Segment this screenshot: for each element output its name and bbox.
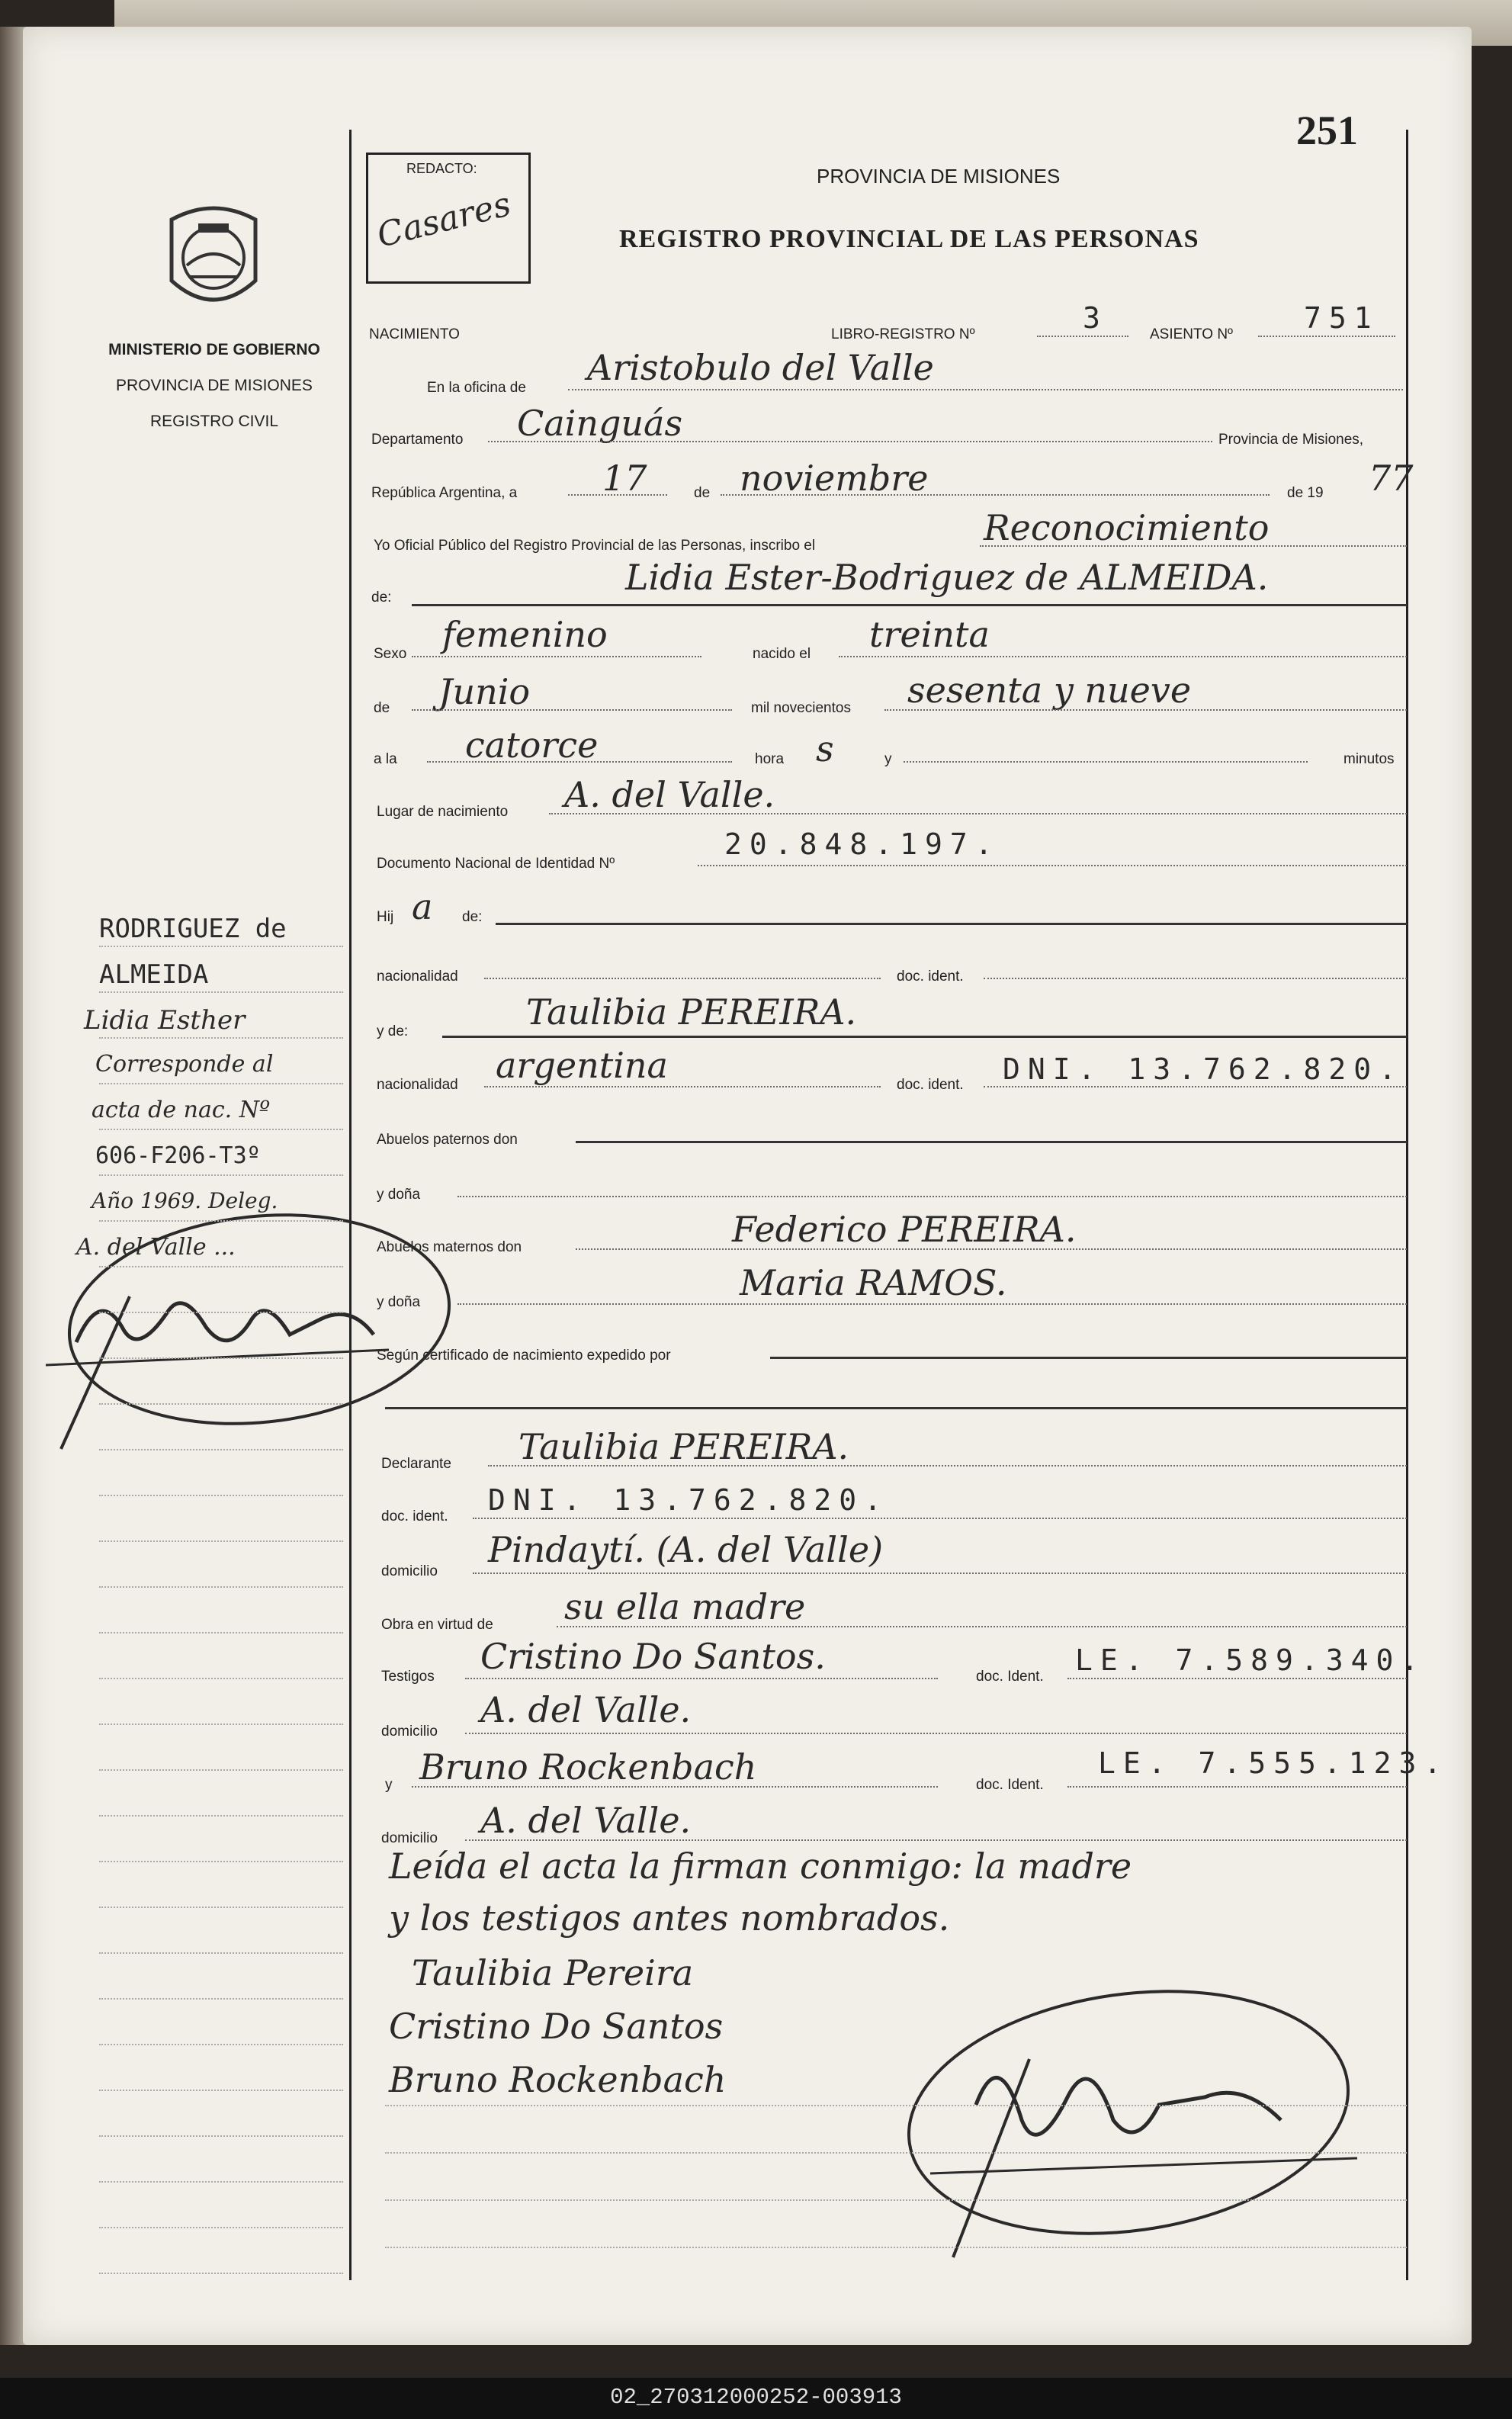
- margin-dotted-line: [99, 946, 343, 947]
- handwritten-entry: LE. 7.589.340.: [1075, 1643, 1427, 1677]
- handwritten-entry: Aristobulo del Valle: [587, 347, 934, 388]
- field-label: mil novecientos: [751, 700, 851, 716]
- field-label: doc. ident.: [381, 1508, 448, 1524]
- handwritten-entry: catorce: [465, 724, 599, 766]
- margin-dotted-line: [99, 1632, 343, 1634]
- field-label: República Argentina, a: [371, 485, 518, 501]
- dotted-line: [473, 1518, 1407, 1519]
- handwritten-entry: Junio: [438, 671, 531, 712]
- field-label: Provincia de Misiones,: [1218, 432, 1364, 448]
- solid-line: [412, 604, 1407, 606]
- dotted-line: [576, 1248, 1407, 1250]
- dotted-line: [1067, 1678, 1407, 1679]
- field-label: Según certificado de nacimiento expedido por: [377, 1348, 671, 1364]
- field-label: LIBRO-REGISTRO Nº: [831, 326, 975, 342]
- dotted-line: [549, 813, 1407, 814]
- margin-dotted-line: [99, 2135, 343, 2137]
- margin-dotted-line: [99, 1312, 343, 1313]
- margin-dotted-line: [99, 1540, 343, 1542]
- dotted-line: [488, 441, 1212, 442]
- field-label: y doña: [377, 1187, 421, 1203]
- margin-note-line: Corresponde al: [95, 1051, 274, 1078]
- bottom-dotted-line: [385, 2199, 1407, 2201]
- dotted-line: [465, 1678, 938, 1679]
- redacto-stamp: [366, 153, 531, 284]
- field-label: Declarante: [381, 1456, 451, 1472]
- handwritten-entry: A. del Valle.: [564, 774, 775, 815]
- field-label: de: [374, 700, 390, 716]
- margin-dotted-line: [99, 1907, 343, 1908]
- margin-note-line: ALMEIDA: [99, 959, 209, 990]
- margin-dotted-line: [99, 2273, 343, 2274]
- dotted-line: [412, 709, 732, 711]
- handwritten-entry: 20.848.197.: [724, 827, 1000, 861]
- dotted-line: [984, 1086, 1407, 1087]
- dotted-line: [568, 389, 1403, 390]
- redacto-label: REDACTO:: [406, 161, 477, 176]
- field-label: Abuelos paternos don: [377, 1132, 518, 1148]
- dotted-line: [904, 761, 1308, 763]
- field-label: doc. Ident.: [976, 1669, 1044, 1685]
- field-label: minutos: [1343, 751, 1395, 767]
- field-label: nacido el: [753, 646, 811, 662]
- province-header: PROVINCIA DE MISIONES: [817, 165, 1061, 188]
- provincial-seal-icon: [164, 197, 263, 319]
- field-label: Documento Nacional de Identidad Nº: [377, 856, 615, 872]
- solid-line: [576, 1141, 1407, 1143]
- handwritten-entry: A. del Valle.: [480, 1800, 692, 1841]
- margin-dotted-line: [99, 1266, 343, 1267]
- margin-dotted-line: [99, 1174, 343, 1176]
- handwritten-entry: su ella madre: [564, 1586, 806, 1627]
- page-number: 251: [1296, 108, 1358, 153]
- margin-dotted-line: [99, 1220, 343, 1222]
- field-label: doc. ident.: [897, 1077, 964, 1093]
- handwritten-entry: DNI. 13.762.820.: [1003, 1052, 1404, 1086]
- field-label: ASIENTO Nº: [1150, 326, 1233, 342]
- field-label: de 19: [1287, 485, 1324, 501]
- handwritten-entry: 3: [1083, 301, 1108, 335]
- margin-dotted-line: [99, 1861, 343, 1862]
- handwritten-entry: 77: [1369, 458, 1414, 499]
- margin-dotted-line: [99, 1678, 343, 1679]
- margin-dotted-line: [99, 1586, 343, 1588]
- handwritten-entry: Cristino Do Santos.: [480, 1636, 826, 1677]
- handwritten-entry: argentina: [496, 1045, 668, 1086]
- handwritten-entry: Bruno Rockenbach: [419, 1746, 757, 1788]
- margin-dotted-line: [99, 1815, 343, 1817]
- handwritten-entry: 17: [602, 458, 647, 499]
- image-caption: 02_270312000252-003913: [610, 2385, 902, 2410]
- handwritten-entry: Lidia Ester-Bodriguez de ALMEIDA.: [625, 557, 1269, 598]
- dotted-line: [568, 494, 667, 496]
- margin-dotted-line: [99, 1723, 343, 1725]
- redacto-signature: Casares: [373, 185, 515, 255]
- field-label: doc. ident.: [897, 969, 964, 985]
- handwritten-entry: A. del Valle.: [480, 1689, 692, 1730]
- margin-dotted-line: [99, 991, 343, 993]
- dotted-line: [457, 1303, 1407, 1305]
- dotted-line: [1067, 1786, 1407, 1788]
- bottom-dotted-line: [385, 2105, 1407, 2106]
- handwritten-entry: 751: [1304, 301, 1379, 335]
- handwritten-entry: noviembre: [740, 458, 929, 499]
- field-label: NACIMIENTO: [369, 326, 460, 342]
- dotted-line: [473, 1573, 1407, 1574]
- dotted-line: [557, 1626, 1407, 1627]
- field-label: Obra en virtud de: [381, 1617, 493, 1633]
- field-label: domicilio: [381, 1723, 438, 1740]
- civil-registry-label: REGISTRO CIVIL: [149, 413, 279, 430]
- margin-dotted-line: [99, 1449, 343, 1450]
- official-signature-icon: [884, 1952, 1388, 2280]
- handwritten-entry: femenino: [442, 614, 608, 655]
- handwritten-entry: Maria RAMOS.: [740, 1262, 1007, 1303]
- dotted-line: [427, 761, 732, 763]
- dotted-line: [698, 865, 1407, 866]
- field-label: Hij: [377, 909, 394, 925]
- field-label: de:: [462, 909, 483, 925]
- solid-line: [442, 1036, 1407, 1038]
- solid-line: [770, 1357, 1407, 1359]
- handwritten-entry: Taulibia PEREIRA.: [518, 1426, 849, 1467]
- margin-dotted-line: [99, 1083, 343, 1084]
- bottom-dotted-line: [385, 2152, 1407, 2154]
- field-label: domicilio: [381, 1830, 438, 1846]
- field-label: Sexo: [374, 646, 407, 662]
- margin-note-line: Lidia Esther: [84, 1005, 246, 1036]
- margin-dotted-line: [99, 1495, 343, 1496]
- handwritten-entry: Pindaytí. (A. del Valle): [488, 1529, 884, 1570]
- field-label: a la: [374, 751, 397, 767]
- margin-dotted-line: [99, 1357, 343, 1359]
- ministry-name: MINISTERIO DE GOBIERNO: [108, 341, 320, 358]
- margin-dotted-line: [99, 1037, 343, 1039]
- dotted-line: [465, 1733, 1407, 1734]
- field-label: nacionalidad: [377, 1077, 458, 1093]
- field-label: nacionalidad: [377, 969, 458, 985]
- right-rule: [1406, 130, 1408, 2280]
- dotted-line: [984, 978, 1407, 979]
- bottom-dotted-line: [385, 2247, 1407, 2248]
- handwritten-entry: Cainguás: [517, 403, 683, 444]
- dotted-line: [980, 545, 1407, 547]
- dotted-line: [1037, 336, 1128, 337]
- field-label: de: [694, 485, 711, 501]
- handwritten-entry: sesenta y nueve: [907, 670, 1192, 711]
- field-label: Yo Oficial Público del Registro Provincial de las Personas, inscribo el: [374, 538, 816, 554]
- handwritten-entry: DNI. 13.762.820.: [488, 1483, 890, 1517]
- field-label: y de:: [377, 1023, 409, 1039]
- field-label: Lugar de nacimiento: [377, 804, 509, 820]
- handwritten-entry: Taulibia Pereira: [412, 1952, 694, 1993]
- handwritten-entry: LE. 7.555.123.: [1098, 1746, 1449, 1780]
- solid-line: [385, 1407, 1407, 1409]
- dotted-line: [839, 656, 1407, 657]
- field-label: y: [884, 751, 892, 767]
- dotted-line: [465, 1839, 1407, 1841]
- margin-dotted-line: [99, 2181, 343, 2183]
- field-label: Abuelos maternos don: [377, 1239, 522, 1255]
- margin-dotted-line: [99, 1129, 343, 1130]
- margin-note-line: A. del Valle ...: [76, 1234, 236, 1261]
- dotted-line: [484, 1086, 881, 1087]
- registry-title: REGISTRO PROVINCIAL DE LAS PERSONAS: [619, 225, 1199, 253]
- dotted-line: [412, 1786, 938, 1788]
- margin-note-line: RODRIGUEZ de: [99, 914, 287, 944]
- margin-dotted-line: [99, 1952, 343, 1954]
- left-province: PROVINCIA DE MISIONES: [116, 377, 313, 394]
- dotted-line: [412, 656, 701, 657]
- margin-dotted-line: [99, 2090, 343, 2091]
- field-label: Departamento: [371, 432, 464, 448]
- field-label: de:: [371, 589, 392, 606]
- margin-note-line: acta de nac. Nº: [91, 1097, 271, 1123]
- field-label: doc. Ident.: [976, 1777, 1044, 1793]
- handwritten-entry: y los testigos antes nombrados.: [389, 1897, 950, 1939]
- dotted-line: [488, 1465, 1407, 1466]
- margin-dotted-line: [99, 1769, 343, 1771]
- dotted-line: [721, 494, 1270, 496]
- field-label: domicilio: [381, 1563, 438, 1579]
- handwritten-entry: Reconocimiento: [984, 507, 1270, 548]
- margin-dotted-line: [99, 2227, 343, 2228]
- margin-dotted-line: [99, 1998, 343, 2000]
- dotted-line: [1258, 336, 1395, 337]
- margin-note-line: 606-F206-T3º: [95, 1142, 261, 1169]
- field-label: hora: [755, 751, 785, 767]
- solid-line: [496, 923, 1407, 925]
- margin-note-line: Año 1969. Deleg.: [91, 1188, 278, 1213]
- field-label: y: [385, 1777, 393, 1793]
- handwritten-entry: s: [816, 728, 834, 769]
- field-label: Testigos: [381, 1669, 435, 1685]
- dotted-line: [884, 709, 1407, 711]
- handwritten-entry: Cristino Do Santos: [389, 2006, 724, 2047]
- handwritten-entry: Bruno Rockenbach: [389, 2059, 727, 2100]
- margin-dotted-line: [99, 1403, 343, 1405]
- handwritten-entry: Taulibia PEREIRA.: [526, 991, 857, 1033]
- handwritten-entry: Leída el acta la firman conmigo: la madre: [389, 1846, 1132, 1887]
- dotted-line: [457, 1196, 1407, 1197]
- handwritten-entry: Federico PEREIRA.: [732, 1209, 1077, 1250]
- handwritten-entry: a: [412, 886, 433, 927]
- margin-dotted-line: [99, 2044, 343, 2045]
- handwritten-entry: treinta: [869, 614, 990, 655]
- dotted-line: [484, 978, 881, 979]
- field-label: y doña: [377, 1294, 421, 1310]
- field-label: En la oficina de: [427, 380, 526, 396]
